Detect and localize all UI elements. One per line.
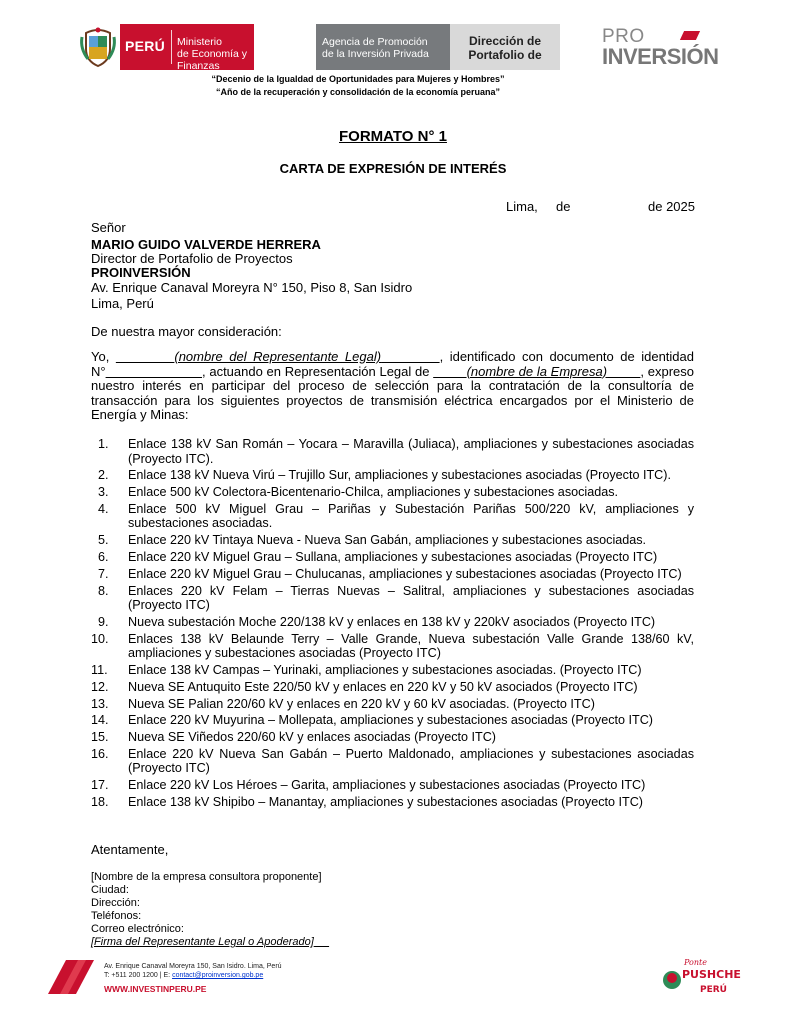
company-name-placeholder: (nombre de la Empresa)	[466, 363, 608, 379]
project-text: Enlace 138 kV San Román – Yocara – Maravilla (Juliaca), ampliaciones y subestaciones asociadas (Proyecto ITC).	[128, 437, 694, 466]
field-address: Dirección:	[91, 897, 140, 909]
project-item	[91, 778, 694, 793]
document-subtitle: CARTA DE EXPRESIÓN DE INTERÉS	[279, 161, 507, 176]
date-year: de 2025	[648, 199, 695, 214]
recipient-title: Director de Portafolio de Proyectos	[91, 251, 293, 266]
agency-line-1: Agencia de Promoción	[322, 36, 428, 48]
field-city: Ciudad:	[91, 884, 129, 896]
project-text: Enlace 500 kV Miguel Grau – Pariñas y Subestación Pariñas 500/220 kV, ampliaciones y subestaciones asociadas.	[128, 501, 694, 531]
logo-pro-text: PRO	[602, 26, 645, 47]
footer-website[interactable]: WWW.INVESTINPERU.PE	[104, 984, 207, 994]
project-item	[91, 468, 694, 483]
footer-email-link[interactable]: contact@proinversion.gob.pe	[172, 972, 264, 979]
project-number: 8.	[98, 583, 109, 598]
para-rest: , expreso nuestro interés en participar del proceso de selección para la contratación de la consultoría de transacción para los siguientes proyectos de transmisión eléctrica encargados por el Ministerio de Energía y Minas:	[91, 363, 694, 422]
project-text: Enlace 220 kV Nueva San Gabán – Puerto Maldonado, ampliaciones y subestaciones asociadas (Proyecto ITC)	[128, 746, 694, 776]
field-email: Correo electrónico:	[91, 923, 184, 935]
project-text: Enlace 138 kV Shipibo – Manantay, ampliaciones y subestaciones asociadas (Proyecto ITC)	[128, 795, 643, 810]
recipient-org: PROINVERSIÓN	[91, 265, 191, 280]
logo-text-2: PUSHCHE	[682, 968, 741, 981]
ponte-pushche-peru-logo	[660, 956, 741, 996]
project-item	[91, 615, 694, 630]
project-item	[91, 663, 694, 678]
project-text: Enlace 220 kV Miguel Grau – Chulucanas, ampliaciones y subestaciones asociadas (Proyecto ITC)	[128, 566, 682, 581]
logo-inversion-text: INVERSIÓN	[602, 44, 719, 69]
coat-of-arms-icon	[80, 27, 116, 67]
project-text: Nueva SE Palian 220/60 kV y enlaces en 220 kV y 60 kV asociadas. (Proyecto ITC)	[128, 696, 595, 711]
para-acting: , actuando en Representación Legal de	[202, 363, 430, 379]
project-item	[91, 584, 694, 613]
project-number: 16.	[91, 746, 109, 761]
body-paragraph	[91, 350, 694, 423]
project-text: Enlaces 220 kV Felam – Tierras Nuevas – Salitral, ampliaciones y subestaciones asociadas (Proyecto ITC)	[128, 583, 694, 613]
project-text: Enlace 220 kV Muyurina – Mollepata, ampliaciones y subestaciones asociadas (Proyecto ITC)	[128, 713, 654, 728]
agency-line-2: de la Inversión Privada	[322, 48, 429, 60]
project-item	[91, 680, 694, 695]
project-number: 3.	[98, 485, 109, 500]
decree-line-1: “Decenio de la Igualdad de Oportunidades para Mujeres y Hombres”	[211, 74, 505, 84]
footer-address-line: Av. Enrique Canaval Moreyra 150, San Isidro. Lima, Perú	[104, 963, 282, 970]
proinversion-logo	[602, 26, 722, 70]
project-text: Enlace 138 kV Campas – Yurinaki, ampliaciones y subestaciones asociadas. (Proyecto ITC)	[128, 662, 642, 677]
salutation: Señor	[91, 220, 126, 235]
direction-line-1: Dirección de	[468, 34, 542, 48]
project-number: 6.	[98, 549, 109, 564]
project-number: 7.	[98, 566, 109, 581]
project-item	[91, 697, 694, 712]
date-de: de	[556, 199, 571, 214]
project-number: 13.	[91, 696, 109, 711]
project-item	[91, 632, 694, 661]
project-item	[91, 795, 694, 810]
project-number: 15.	[91, 730, 109, 745]
footer-phone: T: +511 200 1200 | E:	[104, 972, 171, 979]
project-number: 18.	[91, 795, 109, 810]
document-title: FORMATO N° 1	[339, 128, 447, 145]
agency-box	[316, 24, 450, 70]
logo-text-1: Ponte	[684, 958, 707, 967]
project-number: 1.	[98, 437, 109, 451]
project-number: 17.	[91, 778, 109, 793]
closing: Atentamente,	[91, 842, 169, 857]
project-number: 14.	[91, 713, 109, 728]
project-text: Nueva SE Viñedos 220/60 kV y enlaces asociadas (Proyecto ITC)	[128, 730, 496, 745]
ministry-line-1: Ministerio	[177, 36, 222, 48]
direction-line-2: Portafolio de	[468, 48, 542, 62]
project-number: 2.	[98, 468, 109, 483]
para-yo: Yo,	[91, 349, 110, 364]
logo-text-3: PERÚ	[700, 985, 727, 995]
project-number: 10.	[91, 631, 109, 646]
project-number: 9.	[98, 614, 109, 629]
recipient-name: MARIO GUIDO VALVERDE HERRERA	[91, 237, 321, 252]
letterhead	[80, 24, 720, 70]
peru-ministry-box	[120, 24, 254, 70]
divider	[171, 30, 172, 64]
project-text: Enlace 220 kV Tintaya Nueva - Nueva San Gabán, ampliaciones y subestaciones asociadas.	[128, 533, 647, 548]
field-signature: [Firma del Representante Legal o Apoderado]	[91, 936, 314, 948]
project-item	[91, 747, 694, 776]
project-text: Enlace 138 kV Nueva Virú – Trujillo Sur, ampliaciones y subestaciones asociadas (Proyecto ITC).	[128, 468, 671, 483]
project-number: 11.	[91, 662, 108, 677]
project-item	[91, 437, 694, 466]
project-text: Enlace 220 kV Los Héroes – Garita, ampliaciones y subestaciones asociadas (Proyecto ITC)	[128, 778, 646, 793]
address-line-1: Av. Enrique Canaval Moreyra N° 150, Piso 8, San Isidro	[91, 280, 413, 295]
project-text: Enlace 220 kV Miguel Grau – Sullana, ampliaciones y subestaciones asociadas (Proyecto ITC)	[128, 549, 658, 564]
footer-address	[104, 962, 282, 980]
project-text: Enlace 500 kV Colectora-Bicentenario-Chilca, ampliaciones y subestaciones asociadas.	[128, 485, 619, 500]
project-text: Enlaces 138 kV Belaunde Terry – Valle Grande, Nueva subestación Valle Grande 138/60 kV, ampliaciones y subestaciones asociadas (Proyecto ITC)	[128, 631, 694, 661]
project-item	[91, 533, 694, 548]
direction-box	[450, 24, 560, 70]
ministry-name	[177, 36, 254, 72]
contact-fields	[91, 871, 329, 949]
projects-list	[91, 437, 694, 812]
project-item	[91, 485, 694, 500]
decree-line-2: “Año de la recuperación y consolidación de la economía peruana”	[215, 87, 501, 97]
project-item	[91, 550, 694, 565]
logo-accent	[680, 31, 700, 40]
peru-label: PERÚ	[125, 38, 166, 54]
project-number: 12.	[91, 679, 109, 694]
project-number: 4.	[98, 501, 109, 516]
project-item	[91, 567, 694, 582]
project-item	[91, 730, 694, 745]
rep-name-placeholder: (nombre del Representante Legal)	[174, 349, 382, 364]
footer-slash-icon	[48, 960, 94, 994]
project-item	[91, 713, 694, 728]
project-text: Nueva subestación Moche 220/138 kV y enlaces en 138 kV y 220kV asociados (Proyecto ITC)	[128, 614, 656, 629]
field-phones: Teléfonos:	[91, 910, 142, 922]
address-line-2: Lima, Perú	[91, 296, 154, 311]
date-city: Lima,	[506, 199, 538, 214]
project-text: Nueva SE Antuquito Este 220/50 kV y enlaces en 220 kV y 50 kV asociados (Proyecto ITC)	[128, 679, 638, 694]
greeting: De nuestra mayor consideración:	[91, 324, 282, 339]
para-id: , identificado con documento de identidad N°	[91, 349, 694, 379]
field-company: [Nombre de la empresa consultora proponente]	[91, 871, 322, 883]
project-number: 5.	[98, 533, 109, 548]
ministry-line-2: de Economía y Finanzas	[177, 48, 248, 72]
project-item	[91, 502, 694, 531]
